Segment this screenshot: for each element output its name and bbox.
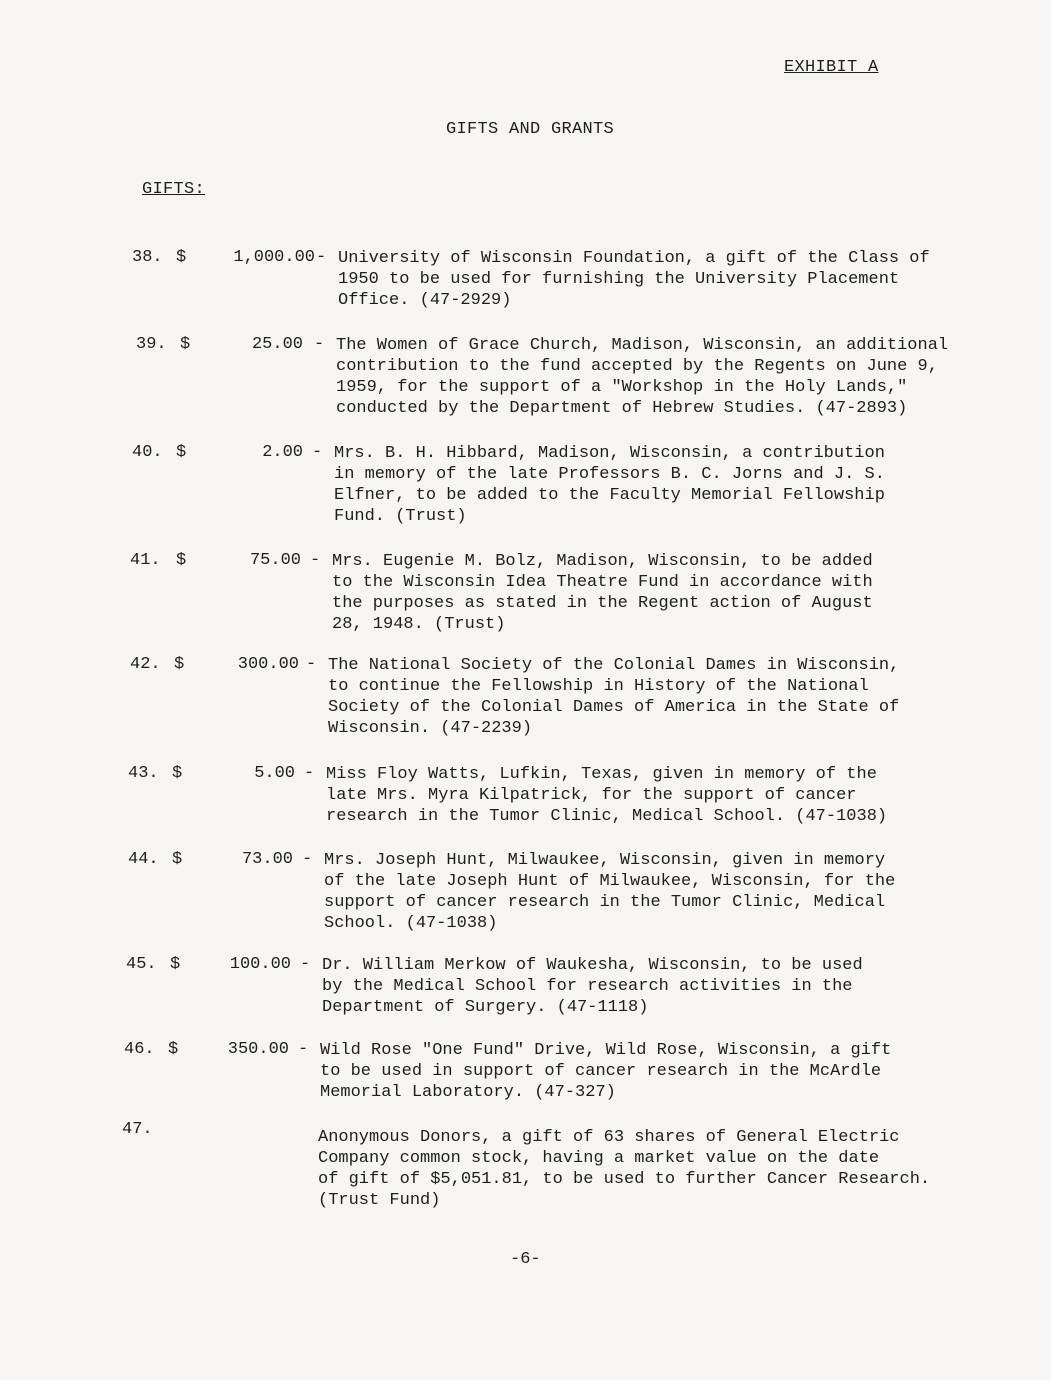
description-line: Mrs. B. H. Hibbard, Madison, Wisconsin, a contribution	[334, 444, 885, 463]
dollar-sign: $	[172, 764, 183, 783]
description-line: The National Society of the Colonial Dames in Wisconsin,	[328, 656, 900, 675]
entry-dash: -	[304, 764, 315, 783]
entry-number: 40.	[132, 443, 163, 462]
exhibit-label: EXHIBIT A	[784, 58, 879, 77]
entry-amount: 25.00	[251, 335, 303, 354]
entry-amount: 73.00	[241, 850, 293, 869]
description-line: Society of the Colonial Dames of America in the State of	[328, 698, 900, 717]
dollar-sign: $	[176, 443, 187, 462]
description-line: of the late Joseph Hunt of Milwaukee, Wisconsin, for the	[324, 872, 896, 891]
entry-amount: 1,000.00	[233, 248, 315, 267]
entry-number: 38.	[132, 248, 163, 267]
description-line: Anonymous Donors, a gift of 63 shares of General Electric	[318, 1128, 900, 1147]
description-line: The Women of Grace Church, Madison, Wisconsin, an additional	[336, 336, 949, 355]
entry-dash: -	[314, 335, 325, 354]
description-line: Fund. (Trust)	[334, 507, 467, 526]
dollar-sign: $	[176, 248, 187, 267]
entry-number: 47.	[122, 1120, 153, 1139]
entry-number: 46.	[124, 1040, 155, 1059]
entry-description	[318, 1127, 930, 1211]
description-line: University of Wisconsin Foundation, a gift of the Class of	[338, 249, 930, 268]
entry-description	[322, 955, 863, 1018]
description-line: conducted by the Department of Hebrew Studies. (47-2893)	[336, 399, 908, 418]
description-line: Wisconsin. (47-2239)	[328, 719, 533, 738]
entry-amount: 100.00	[229, 955, 291, 974]
dollar-sign: $	[180, 335, 191, 354]
description-line: Wild Rose "One Fund" Drive, Wild Rose, Wisconsin, a gift	[320, 1041, 892, 1060]
description-line: by the Medical School for research activities in the	[322, 977, 853, 996]
entry-amount: 75.00	[249, 551, 301, 570]
entry-amount: 5.00	[254, 764, 295, 783]
description-line: Company common stock, having a market value on the date	[318, 1149, 880, 1168]
description-line: contribution to the fund accepted by the Regents on June 9,	[336, 357, 938, 376]
description-line: Elfner, to be added to the Faculty Memorial Fellowship	[334, 486, 885, 505]
dollar-sign: $	[174, 655, 185, 674]
entry-dash: -	[302, 850, 313, 869]
description-line: Dr. William Merkow of Waukesha, Wisconsin, to be used	[322, 956, 863, 975]
description-line: the purposes as stated in the Regent action of August	[332, 594, 873, 613]
description-line: late Mrs. Myra Kilpatrick, for the support of cancer	[326, 786, 857, 805]
dollar-sign: $	[176, 551, 187, 570]
entry-description	[332, 551, 873, 635]
description-line: to be used in support of cancer research in the McArdle	[320, 1062, 882, 1081]
description-line: support of cancer research in the Tumor Clinic, Medical	[324, 893, 886, 912]
description-line: to the Wisconsin Idea Theatre Fund in accordance with	[332, 573, 873, 592]
entry-description	[328, 655, 899, 739]
entry-description	[334, 443, 885, 527]
entry-dash: -	[300, 955, 311, 974]
description-line: 28, 1948. (Trust)	[332, 615, 506, 634]
entry-description	[326, 764, 887, 827]
entry-dash: -	[316, 248, 327, 267]
description-line: Mrs. Joseph Hunt, Milwaukee, Wisconsin, given in memory	[324, 851, 886, 870]
description-line: Office. (47-2929)	[338, 291, 512, 310]
entry-dash: -	[312, 443, 323, 462]
description-line: 1950 to be used for furnishing the University Placement	[338, 270, 900, 289]
description-line: research in the Tumor Clinic, Medical School. (47-1038)	[326, 807, 888, 826]
description-line: Department of Surgery. (47-1118)	[322, 998, 649, 1017]
entry-number: 45.	[126, 955, 157, 974]
description-line: Mrs. Eugenie M. Bolz, Madison, Wisconsin, to be added	[332, 552, 873, 571]
entry-dash: -	[310, 551, 321, 570]
entry-description	[336, 335, 948, 419]
entry-description	[320, 1040, 891, 1103]
description-line: School. (47-1038)	[324, 914, 498, 933]
dollar-sign: $	[168, 1040, 179, 1059]
description-line: (Trust Fund)	[318, 1191, 441, 1210]
entry-dash: -	[298, 1040, 309, 1059]
entry-amount: 300.00	[237, 655, 299, 674]
entry-amount: 2.00	[262, 443, 303, 462]
description-line: Miss Floy Watts, Lufkin, Texas, given in memory of the	[326, 765, 877, 784]
entry-description	[324, 850, 895, 934]
description-line: 1959, for the support of a "Workshop in the Holy Lands,"	[336, 378, 908, 397]
page-title: GIFTS AND GRANTS	[446, 120, 615, 139]
description-line: Memorial Laboratory. (47-327)	[320, 1083, 616, 1102]
entry-number: 41.	[130, 551, 161, 570]
description-line: to continue the Fellowship in History of the National	[328, 677, 869, 696]
dollar-sign: $	[170, 955, 181, 974]
section-heading: GIFTS:	[142, 180, 206, 199]
dollar-sign: $	[172, 850, 183, 869]
entry-number: 42.	[130, 655, 161, 674]
description-line: in memory of the late Professors B. C. Jorns and J. S.	[334, 465, 885, 484]
entry-number: 39.	[136, 335, 167, 354]
description-line: of gift of $5,051.81, to be used to further Cancer Research.	[318, 1170, 931, 1189]
page-number: -6-	[510, 1250, 541, 1269]
entry-dash: -	[306, 655, 317, 674]
entry-number: 43.	[128, 764, 159, 783]
entry-description	[338, 248, 930, 311]
entry-number: 44.	[128, 850, 159, 869]
entry-amount: 350.00	[227, 1040, 289, 1059]
